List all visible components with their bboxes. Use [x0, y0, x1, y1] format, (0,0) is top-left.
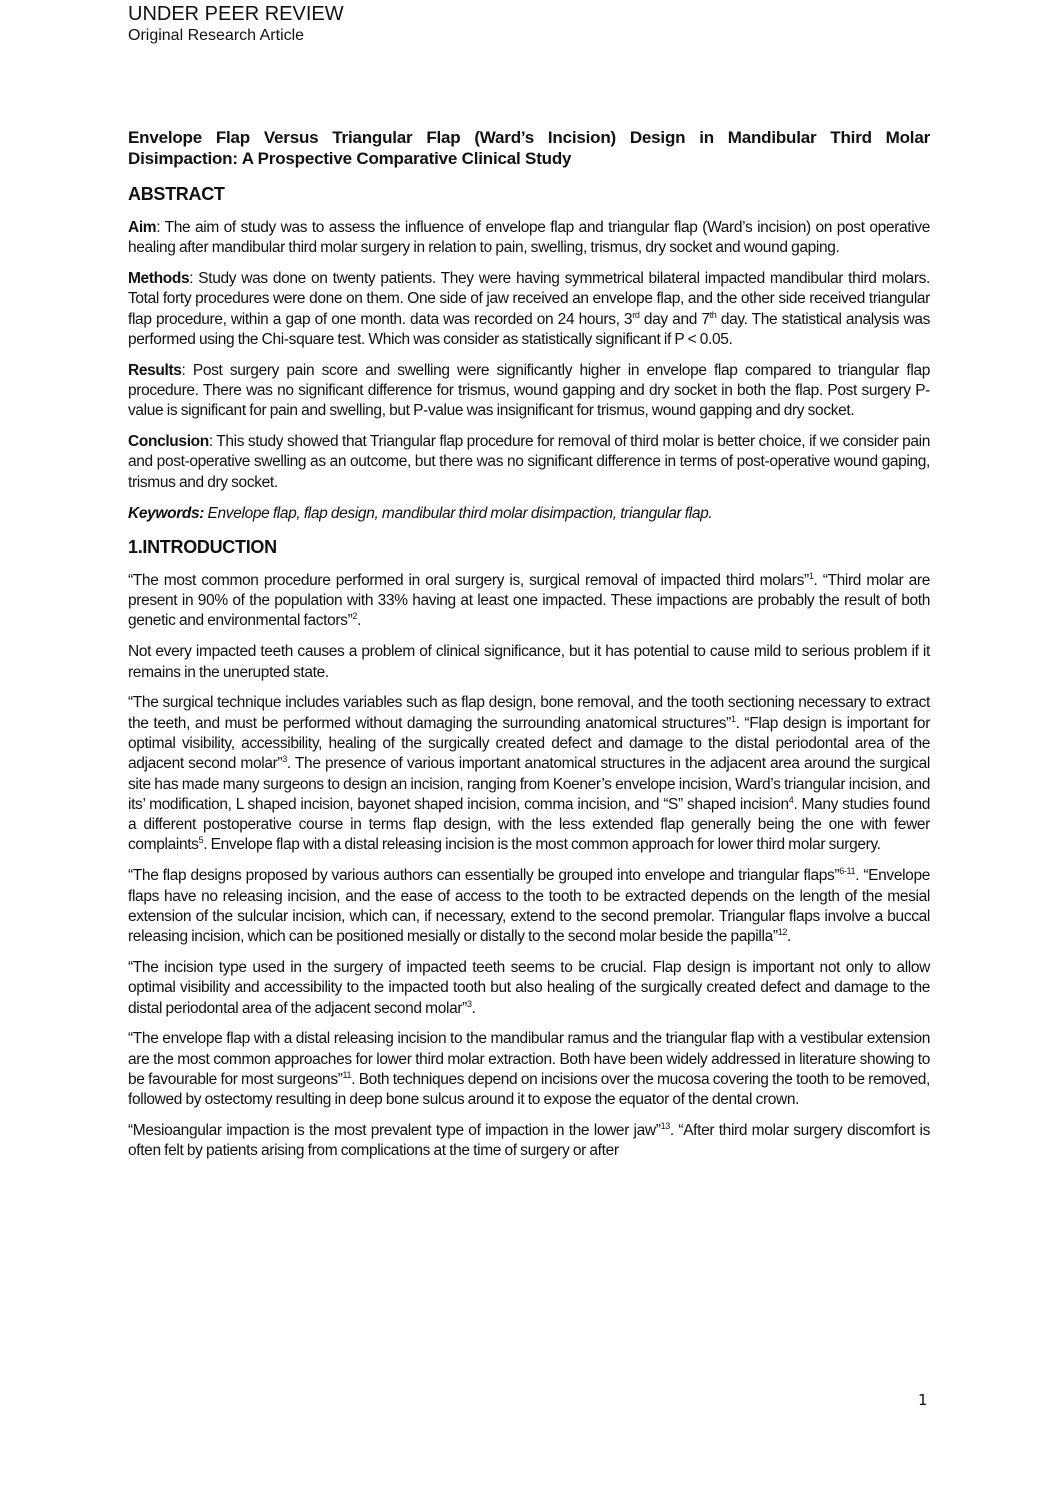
aim-text: : The aim of study was to assess the influence of envelope flap and triangular flap (Ward’s incision) on post operative healing after mandibular third molar surgery in relation to pain, swelling, trismus, dry socket and wound gaping. [128, 219, 930, 257]
text: . The presence of various important anatomical structures in the adjacent area around the surgical site has made many surgeons to design an incision, ranging from Koener’s envelope incision, Ward’s triangular incision, and its’ modification, L shaped incision, bayonet shaped incision, comma incision, and “S” shaped incision [128, 755, 930, 813]
review-status: UNDER PEER REVIEW [128, 3, 344, 25]
methods-text: : Study was done on twenty patients. They were having symmetrical bilateral impacted mandibular third molars. Total forty procedures were done on them. One side of jaw received an envelope flap, and the other side received triangular flap procedure, within a gap of one month. data was recorded on 24 hours, 3 [128, 270, 930, 328]
citation: 11 [342, 1069, 352, 1080]
text: “The flap designs proposed by various authors can essentially be grouped into envelope and triangular flaps” [128, 867, 840, 885]
paper-title: Envelope Flap Versus Triangular Flap (Ward’s Incision) Design in Mandibular Third Molar Disimpaction: A Prospective Comparative Clinical Study [128, 128, 930, 168]
citation: 1 [808, 570, 814, 581]
superscript: th [709, 309, 717, 320]
results-label: Results [128, 361, 182, 379]
intro-paragraph: Not every impacted teeth causes a problem of clinical significance, but it has potential to cause mild to serious problem if it remains in the unerupted state. [128, 643, 930, 681]
text: “The envelope flap with a distal releasing incision to the mandibular ramus and the triangular flap with a vestibular extension are the most common approaches for lower third molar extraction. Both have been widely addressed in literature showing to be favourable for most surgeons” [128, 1030, 930, 1088]
keywords-text: Envelope flap, flap design, mandibular third molar disimpaction, triangular flap. [204, 504, 713, 522]
text: . [357, 612, 362, 630]
text: . “After third molar surgery discomfort is often felt by patients arising from complications at the time of surgery or after [128, 1121, 930, 1160]
results-text: : Post surgery pain score and swelling were significantly higher in envelope flap compared to triangular flap procedure. There was no significant difference for trismus, wound gapping and dry socket in both the flap. Post surgery P-value is significant for pain and swelling, but P-value was insignificant for trismus, wound gapping and dry socket. [128, 361, 930, 420]
abstract-conclusion [128, 432, 930, 493]
text: . “Envelope flaps have no releasing incision, and the ease of access to the tooth to be extracted depends on the length of the mesial extension of the sulcular incision, which can, if necessary, extend to the second premolar. Triangular flaps involve a buccal releasing incision, which can be positioned mesially or distally to the second molar beside the papilla” [128, 867, 930, 946]
abstract-methods [128, 269, 930, 350]
citation: 6-11 [839, 866, 856, 877]
text: . Envelope flap with a distal releasing incision is the most common approach for lower third molar surgery. [203, 836, 881, 854]
text: . “Flap design is important for optimal visibility, accessibility, healing of the surgically created defect and damage to the distal periodontal area of the adjacent second molar” [128, 714, 931, 773]
citation: 13 [660, 1120, 670, 1131]
text: “The most common procedure performed in oral surgery is, surgical removal of impacted third molars” [128, 571, 809, 589]
intro-paragraph [128, 571, 930, 632]
article-body [128, 127, 930, 1172]
methods-label: Methods [128, 270, 190, 288]
intro-paragraph [128, 866, 930, 947]
text: “Mesioangular impaction is the most prevalent type of impaction in the lower jaw” [128, 1121, 661, 1139]
citation: 3 [466, 998, 472, 1009]
abstract-keywords [128, 504, 930, 524]
page-header [128, 2, 344, 46]
abstract-heading: ABSTRACT [128, 184, 225, 204]
keywords-label: Keywords: [128, 504, 205, 522]
citation: 2 [352, 611, 358, 622]
superscript: rd [632, 309, 640, 320]
citation: 5 [198, 835, 204, 846]
conclusion-text: : This study showed that Triangular flap procedure for removal of third molar is better choice, if we consider pain and post-operative swelling as an outcome, but there was no significant difference in terms of post-operative wound gaping, trismus and dry socket. [128, 433, 930, 491]
article-type: Original Research Article [128, 27, 305, 44]
intro-paragraph [128, 958, 930, 1019]
introduction-heading: 1.INTRODUCTION [128, 536, 277, 557]
text: . “Third molar are present in 90% of the population with 33% having at least one impacted. These impactions are probably the result of both genetic and environmental factors” [128, 571, 931, 630]
text: . Many studies found a different postoperative course in terms flap design, with the less extended flap generally being the one with fewer complaints [128, 795, 931, 854]
methods-text: day and 7 [639, 310, 710, 328]
abstract-results [128, 361, 930, 422]
text: . [471, 999, 476, 1017]
citation: 4 [788, 794, 794, 805]
text: “The surgical technique includes variables such as flap design, bone removal, and the tooth sectioning necessary to extract the teeth, and must be performed without damaging the surrounding anatomical structures” [128, 694, 930, 732]
methods-text: day. The statistical analysis was performed using the Chi-square test. Which was consider as statistically significant if P < 0.05. [128, 310, 930, 348]
citation: 12 [777, 926, 787, 937]
abstract-aim [128, 218, 930, 259]
text: . [787, 928, 791, 946]
citation: 1 [730, 713, 736, 724]
text: . Both techniques depend on incisions over the mucosa covering the tooth to be removed, followed by ostectomy resulting in deep bone sulcus around it to expose the equator of the dental crown. [128, 1070, 930, 1109]
page-number: 1 [918, 1391, 928, 1409]
intro-paragraph [128, 1029, 930, 1110]
aim-label: Aim [128, 219, 157, 236]
conclusion-label: Conclusion [128, 433, 209, 451]
intro-paragraph [128, 1121, 930, 1162]
text: “The incision type used in the surgery of impacted teeth seems to be crucial. Flap design is important not only to allow optimal visibility and accessibility to the impacted tooth but also healing of the surgically created defect and damage to the distal periodontal area of the adjacent second molar” [128, 958, 930, 1017]
citation: 3 [282, 754, 287, 765]
intro-paragraph [128, 693, 930, 855]
